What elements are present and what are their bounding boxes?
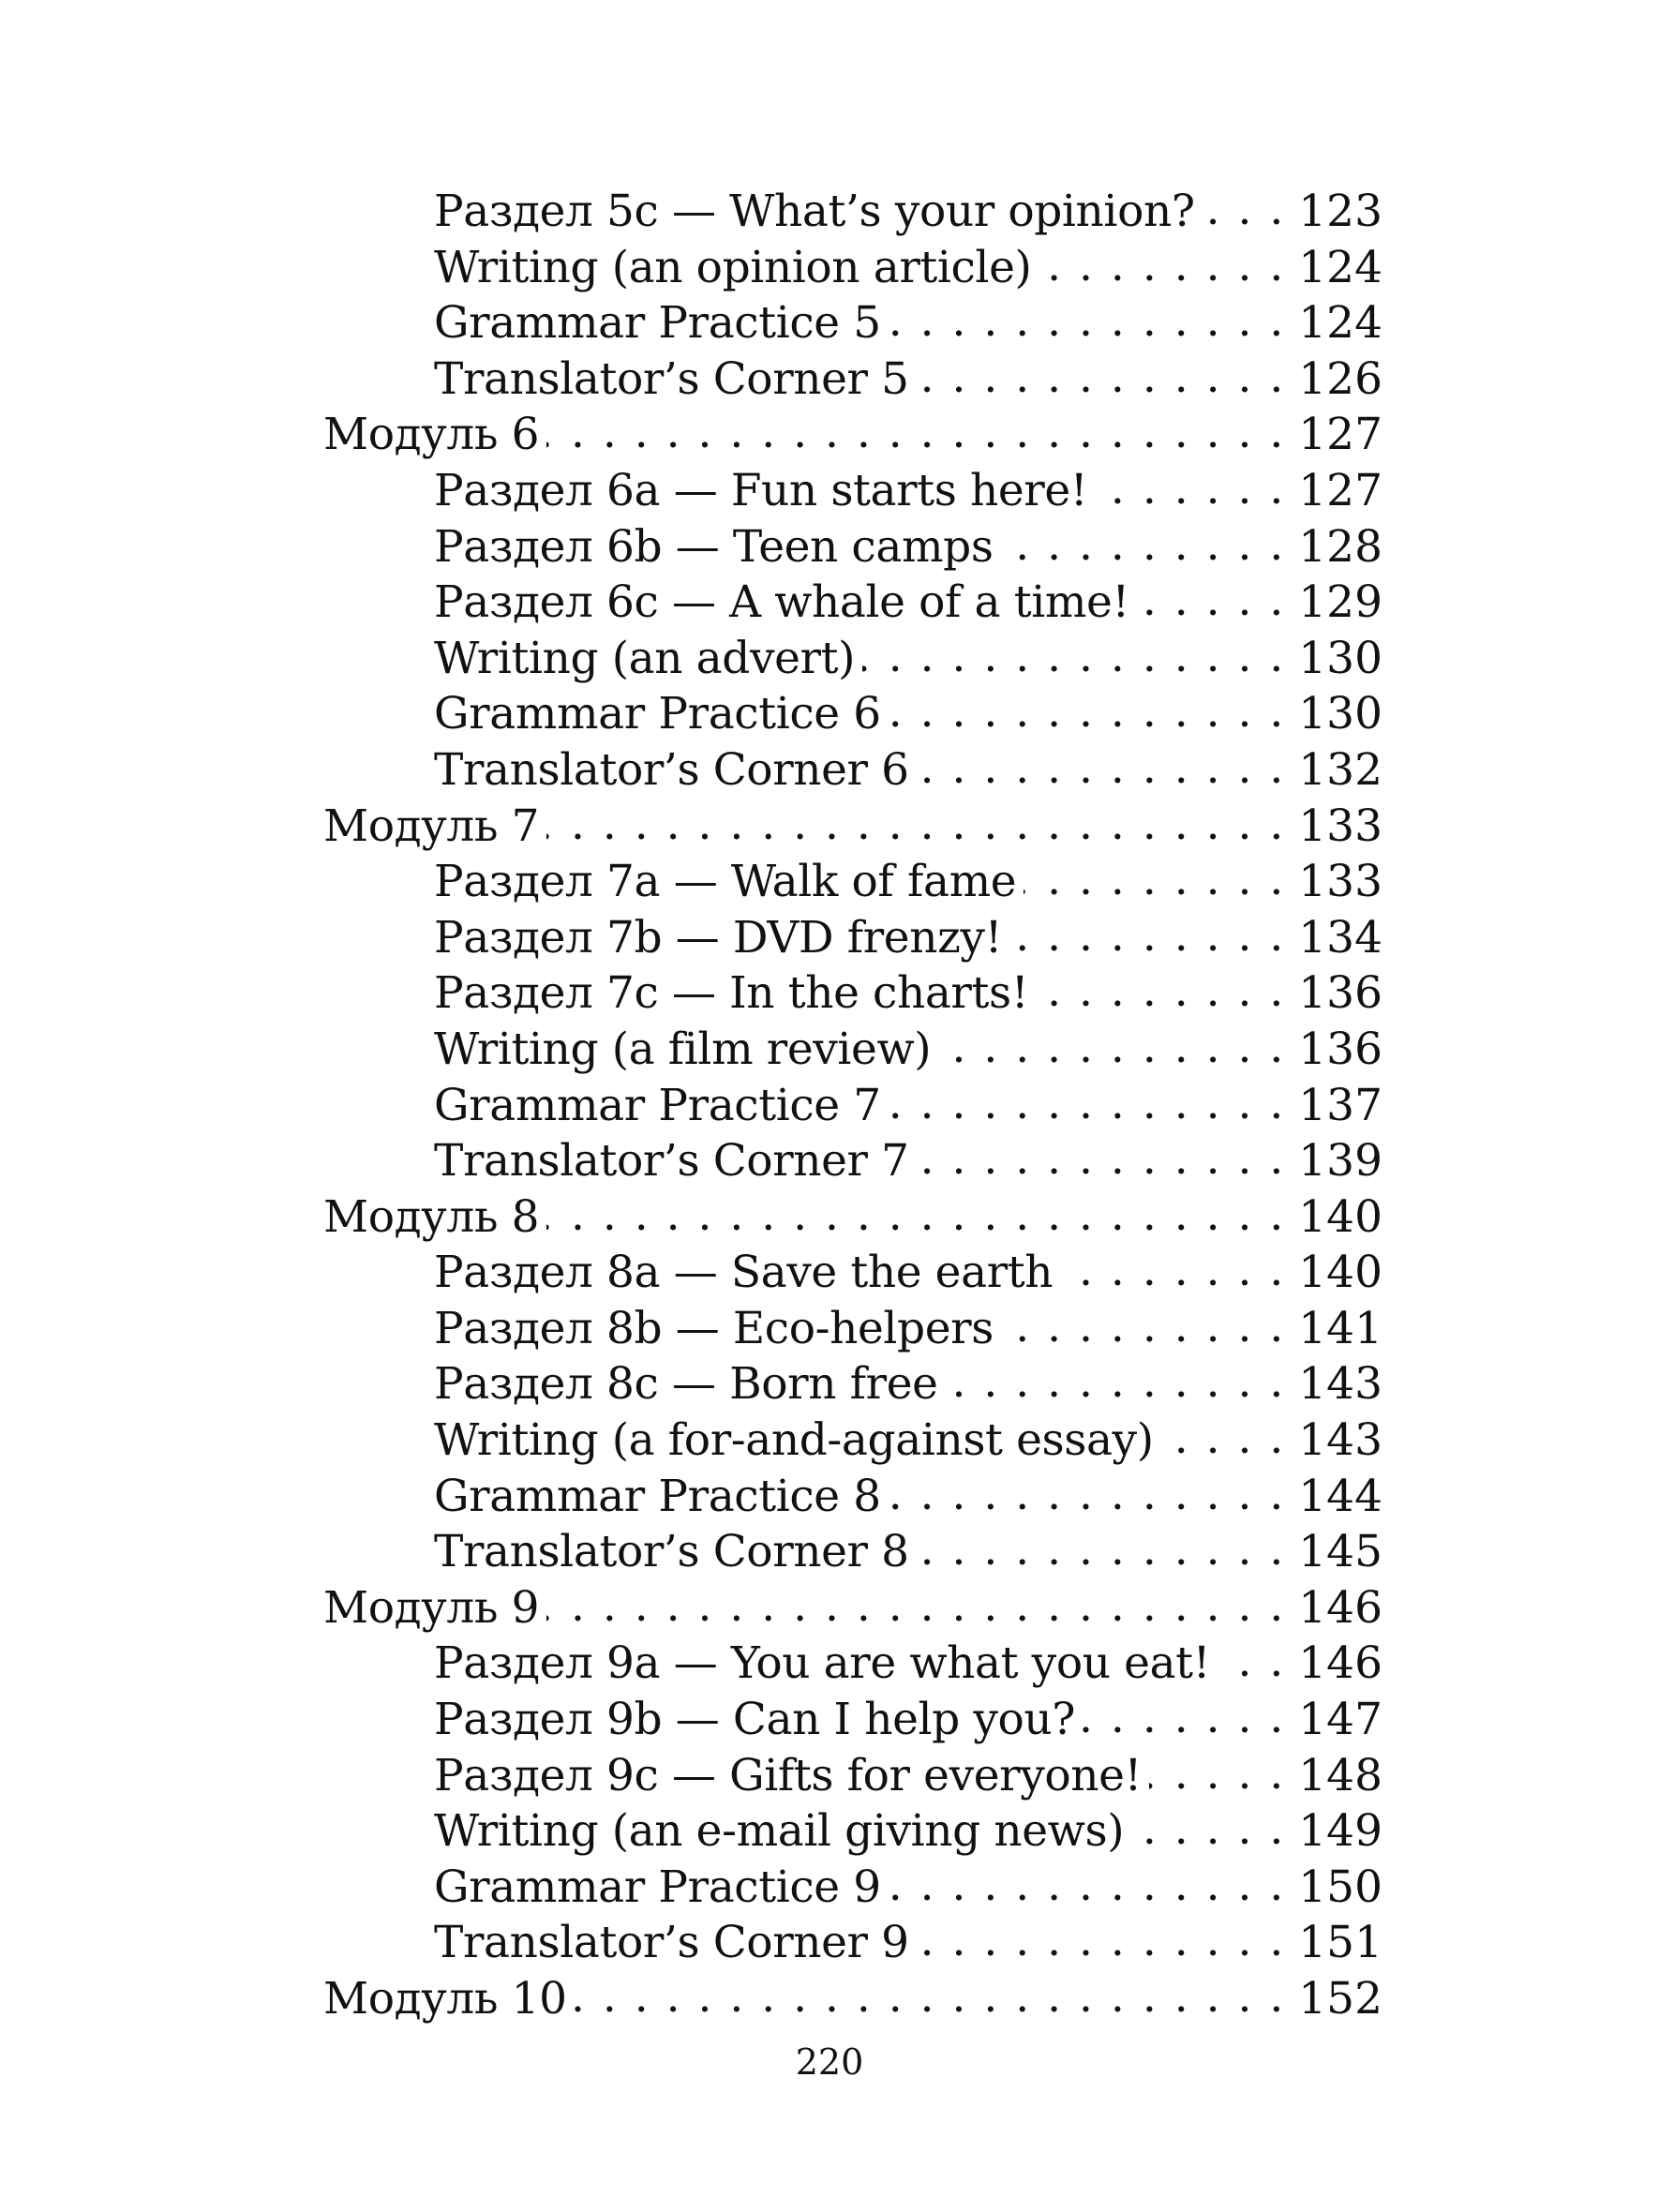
page-number: 220 <box>795 2041 864 2083</box>
toc-entry-page: 130 <box>1298 688 1382 740</box>
dot-leader <box>1001 1299 1285 1355</box>
toc-entry <box>323 463 1382 519</box>
toc-entry-page: 130 <box>1298 632 1382 684</box>
dot-leader <box>917 1913 1286 1969</box>
dot-leader <box>1095 461 1285 517</box>
dot-leader <box>1009 908 1285 964</box>
dot-leader <box>1131 1801 1285 1858</box>
toc-entry-page: 144 <box>1298 1470 1382 1522</box>
toc-entry-page: 140 <box>1298 1190 1382 1243</box>
toc-entry <box>323 1245 1382 1301</box>
dot-leader <box>1149 1746 1285 1802</box>
toc-module-entry <box>323 799 1382 855</box>
toc-entry-page: 129 <box>1298 576 1382 629</box>
toc-entry <box>323 854 1382 910</box>
toc-entry-title: Раздел 8a — Save the earth <box>434 1247 1054 1299</box>
toc-entry <box>323 631 1382 687</box>
dot-leader <box>1001 517 1286 574</box>
toc-entry <box>323 1022 1382 1078</box>
dot-leader <box>1039 238 1285 294</box>
toc-entry-page: 136 <box>1298 967 1382 1020</box>
toc-entry-title: Grammar Practice 7 <box>434 1079 881 1131</box>
dot-leader <box>546 405 1285 461</box>
toc-entry-title: Writing (an opinion article) <box>434 241 1032 293</box>
toc-entry-page: 133 <box>1298 800 1382 852</box>
toc-entry-title: Writing (a film review) <box>434 1023 932 1075</box>
toc-entry-title: Раздел 7c — In the charts! <box>434 967 1029 1020</box>
toc-entry-page: 146 <box>1298 1581 1382 1634</box>
dot-leader <box>546 797 1285 853</box>
toc-entry-page: 145 <box>1298 1526 1382 1578</box>
dot-leader <box>889 1858 1286 1914</box>
toc-entry-page: 132 <box>1298 743 1382 796</box>
toc-module-entry <box>323 1189 1382 1246</box>
toc-entry-page: 143 <box>1298 1414 1382 1467</box>
toc-entry-page: 151 <box>1298 1917 1382 1969</box>
toc-entry-title: Раздел 9b — Can I help you? <box>434 1694 1076 1746</box>
dot-leader <box>1036 964 1285 1020</box>
toc-entry-title: Раздел 7b — DVD frenzy! <box>434 911 1003 964</box>
toc-module-entry <box>323 1971 1382 2027</box>
toc-entry <box>323 184 1382 240</box>
toc-entry <box>323 1078 1382 1134</box>
toc-entry <box>323 965 1382 1022</box>
dot-leader <box>889 684 1286 740</box>
toc-entry-title: Раздел 6b — Teen camps <box>434 520 994 573</box>
toc-entry-page: 150 <box>1298 1861 1382 1913</box>
toc-entry <box>323 1356 1382 1412</box>
toc-entry <box>323 1133 1382 1189</box>
toc-entry-page: 127 <box>1298 464 1382 516</box>
toc-entry-page: 123 <box>1298 186 1382 237</box>
toc-module-entry <box>323 407 1382 463</box>
dot-leader <box>862 629 1285 685</box>
toc-entry-title: Translator’s Corner 7 <box>434 1135 909 1188</box>
toc-entry-page: 143 <box>1298 1358 1382 1411</box>
toc-entry-title: Translator’s Corner 5 <box>434 352 909 405</box>
toc-entry-page: 152 <box>1298 1973 1382 2025</box>
toc-entry-page: 148 <box>1298 1749 1382 1801</box>
toc-entry-page: 133 <box>1298 856 1382 908</box>
toc-entry <box>323 1469 1382 1525</box>
toc-entry <box>323 742 1382 799</box>
toc-entry-title: Раздел 9c — Gifts for everyone! <box>434 1749 1143 1801</box>
toc-entry-title: Раздел 5c — What’s your opinion? <box>434 186 1195 237</box>
toc-entry-page: 149 <box>1298 1805 1382 1858</box>
toc-entry <box>323 351 1382 408</box>
dot-leader <box>946 1354 1286 1411</box>
dot-leader <box>1203 182 1286 238</box>
dot-leader <box>889 1467 1286 1523</box>
dot-leader <box>889 293 1286 350</box>
toc-entry-page: 126 <box>1298 352 1382 405</box>
dot-leader <box>917 740 1286 797</box>
toc-entry <box>323 1636 1382 1692</box>
dot-leader <box>938 1020 1285 1076</box>
toc-entry-title: Раздел 8b — Eco-helpers <box>434 1302 994 1354</box>
toc-entry-title: Раздел 6a — Fun starts here! <box>434 464 1088 516</box>
toc-entry-title: Раздел 9a — You are what you eat! <box>434 1637 1211 1690</box>
toc-entry-page: 146 <box>1298 1637 1382 1690</box>
toc-entry <box>323 1915 1382 1971</box>
toc-entry-title: Модуль 6 <box>323 409 540 461</box>
toc-entry-page: 147 <box>1298 1694 1382 1746</box>
toc-entry <box>323 1524 1382 1580</box>
toc-entry-title: Writing (an advert) <box>434 632 856 684</box>
toc-entry-title: Модуль 7 <box>323 800 540 852</box>
dot-leader <box>546 1188 1285 1244</box>
dot-leader <box>1060 1243 1285 1299</box>
toc-entry-title: Translator’s Corner 6 <box>434 743 909 796</box>
toc-entry-title: Раздел 7a — Walk of fame <box>434 856 1017 908</box>
toc-entry-page: 141 <box>1298 1302 1382 1354</box>
dot-leader <box>1024 852 1285 908</box>
dot-leader <box>917 350 1286 406</box>
dot-leader <box>889 1076 1286 1132</box>
dot-leader <box>546 1578 1285 1635</box>
toc-entry <box>323 1803 1382 1860</box>
dot-leader <box>917 1522 1286 1578</box>
toc-entry <box>323 295 1382 351</box>
toc-entry-title: Translator’s Corner 8 <box>434 1526 909 1578</box>
toc-entry-page: 124 <box>1298 297 1382 350</box>
toc-entry <box>323 1412 1382 1469</box>
toc-entry-page: 139 <box>1298 1135 1382 1188</box>
toc-entry-page: 134 <box>1298 911 1382 964</box>
toc-entry-page: 124 <box>1298 241 1382 293</box>
toc-entry-title: Модуль 9 <box>323 1581 540 1634</box>
toc-entry-page: 128 <box>1298 520 1382 573</box>
toc-entry <box>323 686 1382 742</box>
toc-entry-page: 127 <box>1298 409 1382 461</box>
dot-leader <box>917 1131 1286 1188</box>
toc-module-entry <box>323 1580 1382 1637</box>
toc-entry-title: Writing (an e-mail giving news) <box>434 1805 1125 1858</box>
toc-entry <box>323 240 1382 296</box>
toc-entry <box>323 1692 1382 1748</box>
toc-entry <box>323 1301 1382 1357</box>
toc-entry <box>323 519 1382 575</box>
dot-leader <box>1161 1411 1286 1467</box>
toc-entry-title: Grammar Practice 9 <box>434 1861 881 1913</box>
toc-entry-title: Модуль 10 <box>323 1973 567 2025</box>
toc-entry <box>323 575 1382 631</box>
dot-leader <box>575 1969 1286 2025</box>
dot-leader <box>1083 1690 1285 1746</box>
toc-entry-title: Grammar Practice 5 <box>434 297 881 350</box>
toc-entry-page: 137 <box>1298 1079 1382 1131</box>
toc-entry-title: Grammar Practice 6 <box>434 688 881 740</box>
toc-entry-title: Writing (a for-and-against essay) <box>434 1414 1154 1467</box>
dot-leader <box>1218 1634 1285 1690</box>
dot-leader <box>1137 573 1285 629</box>
toc-entry-page: 140 <box>1298 1247 1382 1299</box>
toc-entry <box>323 910 1382 966</box>
toc-entry <box>323 1860 1382 1916</box>
toc-entry-title: Модуль 8 <box>323 1190 540 1243</box>
toc-entry-title: Раздел 8c — Born free <box>434 1358 938 1411</box>
toc-entry <box>323 1748 1382 1804</box>
toc-entry-page: 136 <box>1298 1023 1382 1075</box>
toc-entry-title: Раздел 6c — A whale of a time! <box>434 576 1129 629</box>
toc-entry-title: Translator’s Corner 9 <box>434 1917 909 1969</box>
toc-entry-title: Grammar Practice 8 <box>434 1470 881 1522</box>
table-of-contents <box>323 184 1382 2027</box>
